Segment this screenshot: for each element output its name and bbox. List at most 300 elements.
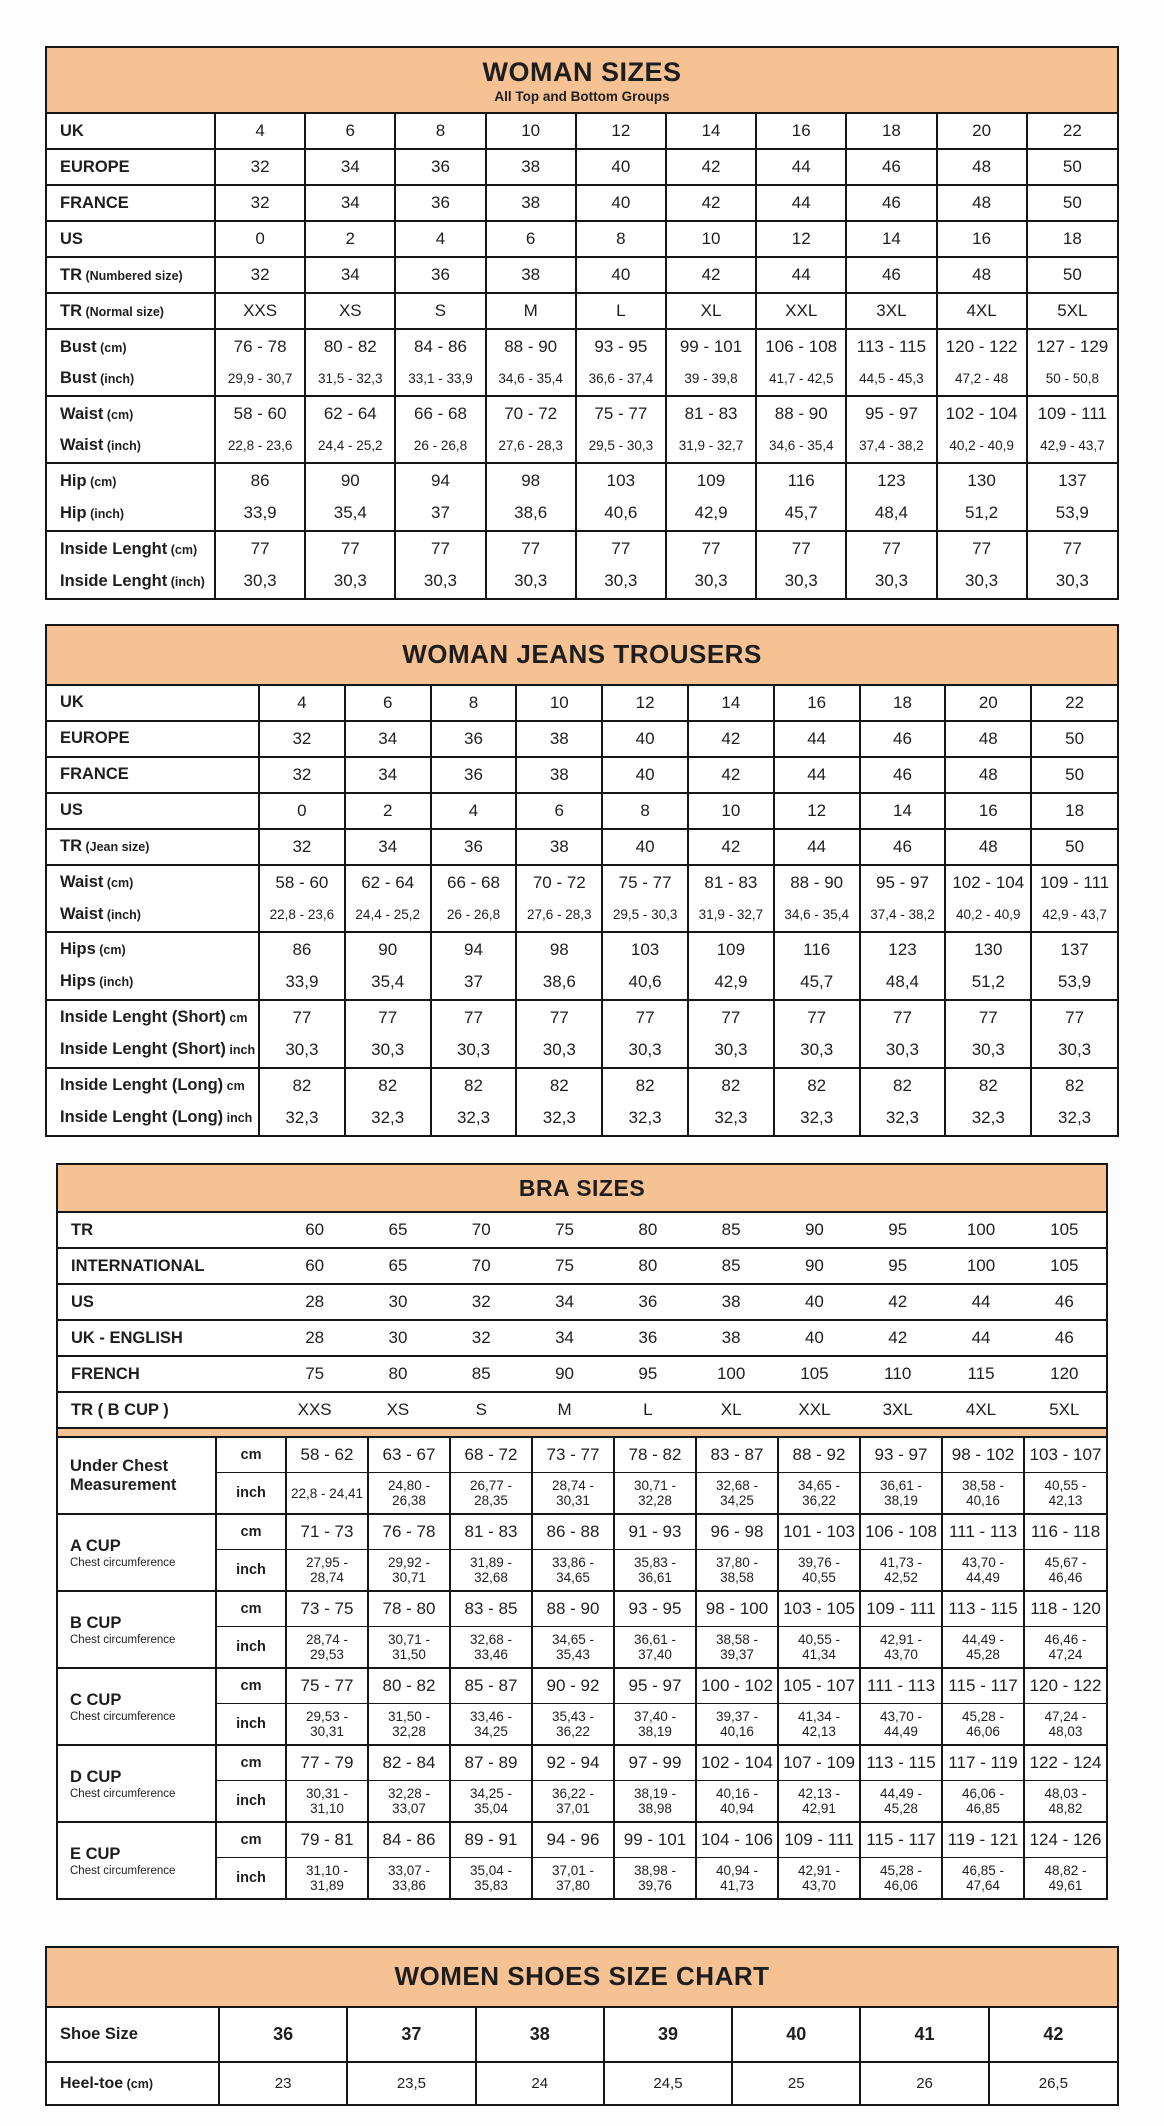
size-cell: S	[395, 293, 485, 329]
cup-name: A CUP	[70, 1536, 121, 1555]
row-label: TR ( B CUP )	[58, 1392, 273, 1427]
size-cell: 31,9 - 32,7	[666, 429, 756, 463]
size-cell: 83 - 85	[450, 1591, 532, 1627]
size-cell: 34,6 - 35,4	[486, 362, 576, 396]
size-cell: 45,7	[774, 965, 860, 1000]
size-cell: 48,82 - 49,61	[1024, 1858, 1106, 1899]
row-label: Bust (cm)	[47, 329, 215, 362]
size-cell: 109 - 111	[1031, 865, 1117, 898]
size-cell: XXL	[756, 293, 846, 329]
size-cell: 42,9 - 43,7	[1031, 898, 1117, 932]
size-cell: 32,68 - 33,46	[450, 1627, 532, 1669]
size-cell: XXL	[773, 1392, 856, 1427]
size-cell: 85	[721, 1220, 741, 1240]
woman-jeans-trousers-rows	[47, 686, 1117, 1135]
size-cell: 31,10 - 31,89	[286, 1858, 368, 1899]
cup-sublabel: Chest circumference	[70, 1787, 176, 1800]
size-cell: 40,16 - 40,94	[696, 1781, 778, 1823]
size-cell: 30	[356, 1284, 439, 1320]
size-cell: 39,37 - 40,16	[696, 1704, 778, 1746]
size-cell: 44	[774, 829, 860, 865]
table-title: WOMEN SHOES SIZE CHART	[394, 1961, 770, 1992]
size-cell: 77 - 79	[286, 1745, 368, 1781]
size-cell: 102 - 104	[945, 865, 1031, 898]
row-label: Hips (inch)	[60, 972, 134, 991]
size-cell: 77	[516, 1000, 602, 1033]
size-cell: XL	[666, 293, 756, 329]
size-cell: 75	[523, 1248, 606, 1284]
size-cell: XXS	[273, 1392, 356, 1427]
size-cell: 95 - 97	[846, 396, 936, 429]
size-cell: 46	[846, 257, 936, 293]
size-cell: 42	[688, 829, 774, 865]
row-label: Shoe Size	[60, 2025, 138, 2044]
cup-label	[58, 1745, 216, 1822]
size-cell: 12	[756, 221, 846, 257]
size-cell: 10	[666, 221, 756, 257]
size-cell: 38,58 - 39,37	[696, 1627, 778, 1669]
size-cell: 100	[966, 1220, 996, 1240]
bra-sizes-rows	[58, 1213, 1106, 1427]
size-cell: 77	[345, 1000, 431, 1033]
size-cell: 34	[345, 721, 431, 757]
size-cell: 83 - 87	[696, 1438, 778, 1473]
unit-label: cm	[216, 1438, 286, 1473]
size-cell: 30,3	[774, 1033, 860, 1068]
unit-label: inch	[216, 1781, 286, 1823]
size-cell: 24,80 - 26,38	[368, 1473, 450, 1515]
size-cell: 95	[606, 1356, 689, 1392]
size-cell: L	[606, 1392, 689, 1427]
size-cell: 12	[602, 686, 688, 721]
size-cell: 110	[856, 1356, 939, 1392]
size-cell: 30,3	[937, 564, 1027, 598]
size-cell: 77	[756, 531, 846, 564]
unit-label: cm	[216, 1745, 286, 1781]
size-cell: 77	[774, 1000, 860, 1033]
row-label: FRANCE	[47, 757, 259, 793]
size-cell: 29,5 - 30,3	[602, 898, 688, 932]
size-cell: 38,6	[486, 496, 576, 531]
size-cell: 99 - 101	[614, 1822, 696, 1858]
size-cell: 77	[937, 531, 1027, 564]
row-label: Inside Lenght (cm)	[47, 531, 215, 564]
size-cell: 37	[347, 2008, 475, 2062]
size-cell: 34	[345, 829, 431, 865]
size-cell: 42,9 - 43,7	[1027, 429, 1117, 463]
cup-sublabel: Chest circumference	[70, 1864, 176, 1877]
size-cell: 94 - 96	[532, 1822, 614, 1858]
size-cell: 26 - 26,8	[431, 898, 517, 932]
size-cell: 31,89 - 32,68	[450, 1550, 532, 1592]
size-cell: 36	[219, 2008, 347, 2062]
size-cell: 111 - 113	[942, 1514, 1024, 1550]
size-cell: 0	[259, 793, 345, 829]
size-cell: 6	[486, 221, 576, 257]
row-label: UK	[60, 693, 84, 712]
size-cell: 48,03 - 48,82	[1024, 1781, 1106, 1823]
size-cell: 120	[1023, 1356, 1106, 1392]
size-cell: 40	[602, 757, 688, 793]
size-cell: 82	[431, 1068, 517, 1101]
woman-sizes-table	[45, 46, 1119, 600]
size-cell: 90	[804, 1220, 824, 1240]
size-cell: 81 - 83	[688, 865, 774, 898]
size-cell: 30,3	[1031, 1033, 1117, 1068]
size-cell: 88 - 90	[756, 396, 846, 429]
size-cell: 93 - 95	[576, 329, 666, 362]
size-cell: 46	[846, 185, 936, 221]
size-cell: 42	[856, 1320, 939, 1356]
size-cell: 46	[860, 757, 946, 793]
size-cell: 82	[259, 1068, 345, 1101]
size-cell: 18	[860, 686, 946, 721]
size-cell: 5XL	[1027, 293, 1117, 329]
size-cell: 37	[431, 965, 517, 1000]
size-cell: 6	[305, 114, 395, 149]
size-cell: 91 - 93	[614, 1514, 696, 1550]
size-cell: 106 - 108	[860, 1514, 942, 1550]
size-cell: 10	[688, 793, 774, 829]
unit-label: inch	[216, 1704, 286, 1746]
size-cell: 97 - 99	[614, 1745, 696, 1781]
size-cell: 32	[259, 757, 345, 793]
size-cell: 30,3	[860, 1033, 946, 1068]
size-cell: 33,1 - 33,9	[395, 362, 485, 396]
size-cell: 118 - 120	[1024, 1591, 1106, 1627]
size-cell: 43,70 - 44,49	[860, 1704, 942, 1746]
cup-label	[58, 1668, 216, 1745]
size-cell: 4	[431, 793, 517, 829]
size-cell: 37	[395, 496, 485, 531]
size-cell: 75 - 77	[576, 396, 666, 429]
size-cell: 78 - 82	[614, 1438, 696, 1473]
table-header	[47, 1948, 1117, 2008]
size-cell: 30,71 - 31,50	[368, 1627, 450, 1669]
size-cell: 62 - 64	[305, 396, 395, 429]
size-cell: 40,94 - 41,73	[696, 1858, 778, 1899]
size-cell: 77	[860, 1000, 946, 1033]
size-cell: 34,6 - 35,4	[774, 898, 860, 932]
size-cell: 50 - 50,8	[1027, 362, 1117, 396]
size-cell: 44,49 - 45,28	[860, 1781, 942, 1823]
size-cell: 30,3	[602, 1033, 688, 1068]
size-cell: 103 - 105	[778, 1591, 860, 1627]
size-cell: 113 - 115	[846, 329, 936, 362]
size-cell: 48,4	[846, 496, 936, 531]
size-cell: 51,2	[945, 965, 1031, 1000]
size-cell: 93 - 97	[860, 1438, 942, 1473]
size-cell: 32	[215, 185, 305, 221]
size-cell: 41,73 - 42,52	[860, 1550, 942, 1592]
size-cell: 3XL	[856, 1392, 939, 1427]
size-cell: 109 - 111	[860, 1591, 942, 1627]
cup-sublabel: Chest circumference	[70, 1710, 176, 1723]
size-cell: 14	[688, 686, 774, 721]
table-title: WOMAN SIZES	[482, 57, 682, 87]
size-cell: 137	[1031, 932, 1117, 965]
size-cell: 29,5 - 30,3	[576, 429, 666, 463]
size-cell: 46,46 - 47,24	[1024, 1627, 1106, 1669]
size-cell: 109 - 111	[1027, 396, 1117, 429]
size-cell: 86 - 88	[532, 1514, 614, 1550]
cup-label	[58, 1822, 216, 1898]
size-cell: 37,01 - 37,80	[532, 1858, 614, 1899]
cup-sublabel: Chest circumference	[70, 1633, 176, 1646]
size-cell: 109	[666, 463, 756, 496]
size-cell: 99 - 101	[666, 329, 756, 362]
size-cell: 82	[688, 1068, 774, 1101]
size-cell: 50	[1027, 149, 1117, 185]
size-cell: 38,98 - 39,76	[614, 1858, 696, 1899]
size-cell: 32	[215, 257, 305, 293]
size-cell: 127 - 129	[1027, 329, 1117, 362]
size-cell: S	[440, 1392, 523, 1427]
size-cell: 41,7 - 42,5	[756, 362, 846, 396]
size-cell: 42,9	[688, 965, 774, 1000]
size-cell: 32,3	[516, 1101, 602, 1135]
size-cell: 18	[1027, 221, 1117, 257]
size-cell: 34	[305, 185, 395, 221]
size-cell: 50	[1031, 829, 1117, 865]
size-cell: 82	[345, 1068, 431, 1101]
size-cell: 30,3	[486, 564, 576, 598]
size-cell: 16	[937, 221, 1027, 257]
unit-label: inch	[216, 1858, 286, 1899]
size-cell: 33,86 - 34,65	[532, 1550, 614, 1592]
size-cell: 39 - 39,8	[666, 362, 756, 396]
size-cell: 80	[356, 1356, 439, 1392]
size-cell: 30,3	[1027, 564, 1117, 598]
size-cell: 104 - 106	[696, 1822, 778, 1858]
size-cell: 46,85 - 47,64	[942, 1858, 1024, 1899]
size-cell: 42	[666, 149, 756, 185]
size-cell: 8	[576, 221, 666, 257]
size-cell: 10	[486, 114, 576, 149]
size-cell: 76 - 78	[215, 329, 305, 362]
size-cell: 40	[576, 149, 666, 185]
size-cell: 30,3	[576, 564, 666, 598]
size-cell: 88 - 90	[532, 1591, 614, 1627]
row-label: Bust (inch)	[60, 369, 135, 388]
size-cell: 77	[666, 531, 756, 564]
size-cell: 111 - 113	[860, 1668, 942, 1704]
size-cell: 22,8 - 23,6	[215, 429, 305, 463]
size-cell: 32,68 - 34,25	[696, 1473, 778, 1515]
size-cell: 137	[1027, 463, 1117, 496]
size-cell: 42	[989, 2008, 1117, 2062]
size-cell: 30,3	[259, 1033, 345, 1068]
size-cell: 77	[576, 531, 666, 564]
size-cell: 27,6 - 28,3	[486, 429, 576, 463]
size-cell: 86	[259, 932, 345, 965]
row-label: Inside Lenght (Long) inch	[60, 1108, 253, 1127]
size-cell: 58 - 60	[215, 396, 305, 429]
cup-name: E CUP	[70, 1844, 121, 1863]
size-cell: 6	[345, 686, 431, 721]
size-cell: 22,8 - 24,41	[286, 1473, 368, 1515]
size-cell: 98 - 100	[696, 1591, 778, 1627]
size-cell: 40	[576, 185, 666, 221]
row-label: UK - ENGLISH	[58, 1320, 273, 1356]
size-cell: 102 - 104	[696, 1745, 778, 1781]
size-cell: 38	[516, 757, 602, 793]
size-cell: 70 - 72	[516, 865, 602, 898]
size-cell: 76 - 78	[368, 1514, 450, 1550]
size-cell: 80 - 82	[368, 1668, 450, 1704]
size-cell: 75 - 77	[286, 1668, 368, 1704]
size-cell: 30,3	[215, 564, 305, 598]
size-cell: 42	[856, 1284, 939, 1320]
size-cell: 2	[345, 793, 431, 829]
size-cell: 16	[756, 114, 846, 149]
size-cell: 40,6	[602, 965, 688, 1000]
size-cell: 88 - 90	[486, 329, 576, 362]
size-cell: 116	[756, 463, 846, 496]
size-cell: 60	[273, 1248, 356, 1284]
size-cell: 79 - 81	[286, 1822, 368, 1858]
size-cell: 68 - 72	[450, 1438, 532, 1473]
size-cell: 123	[860, 932, 946, 965]
size-cell: 32,3	[945, 1101, 1031, 1135]
size-cell: 38	[689, 1284, 772, 1320]
size-cell: 8	[602, 793, 688, 829]
size-cell: 43,70 - 44,49	[942, 1550, 1024, 1592]
size-cell: 34,6 - 35,4	[756, 429, 846, 463]
woman-sizes-rows	[47, 114, 1117, 598]
size-cell: 42	[688, 721, 774, 757]
row-label: FRANCE	[47, 185, 215, 221]
size-cell: 32,3	[431, 1101, 517, 1135]
size-cell: 34	[523, 1284, 606, 1320]
size-cell: 29,9 - 30,7	[215, 362, 305, 396]
size-cell: 42,91 - 43,70	[860, 1627, 942, 1669]
size-cell: 45,28 - 46,06	[942, 1704, 1024, 1746]
row-label: Inside Lenght (Long) cm	[47, 1068, 259, 1101]
women-shoes-size-chart-table	[45, 1946, 1119, 2106]
size-cell: 47,2 - 48	[937, 362, 1027, 396]
size-cell: 88 - 92	[778, 1438, 860, 1473]
size-cell: 45,67 - 46,46	[1024, 1550, 1106, 1592]
size-cell: 77	[688, 1000, 774, 1033]
size-cell: 73 - 75	[286, 1591, 368, 1627]
size-cell: 44	[939, 1320, 1022, 1356]
size-cell: 35,4	[345, 965, 431, 1000]
size-cell: 116	[774, 932, 860, 965]
size-cell: 73 - 77	[532, 1438, 614, 1473]
size-cell: 98	[516, 932, 602, 965]
size-cell: 101 - 103	[778, 1514, 860, 1550]
size-cell: 66 - 68	[431, 865, 517, 898]
size-cell: 40	[576, 257, 666, 293]
size-cell: 16	[774, 686, 860, 721]
size-cell: XS	[305, 293, 395, 329]
size-cell: 32,28 - 33,07	[368, 1781, 450, 1823]
cup-label	[58, 1438, 216, 1514]
size-cell: 90 - 92	[532, 1668, 614, 1704]
size-cell: 4XL	[939, 1392, 1022, 1427]
size-cell: 44	[756, 185, 846, 221]
size-cell: 40,55 - 41,34	[778, 1627, 860, 1669]
size-cell: 44	[939, 1284, 1022, 1320]
size-cell: 39,76 - 40,55	[778, 1550, 860, 1592]
size-cell: 46	[846, 149, 936, 185]
size-cell: 94	[431, 932, 517, 965]
row-label: TR (Normal size)	[47, 293, 215, 329]
size-cell: 38	[516, 829, 602, 865]
size-cell: 81 - 83	[666, 396, 756, 429]
size-cell: 40	[732, 2008, 860, 2062]
size-cell: 34,65 - 36,22	[778, 1473, 860, 1515]
size-cell: 113 - 115	[860, 1745, 942, 1781]
size-cell: 123	[846, 463, 936, 496]
size-cell: 120 - 122	[1024, 1668, 1106, 1704]
size-cell: 81 - 83	[450, 1514, 532, 1550]
size-cell: 34	[345, 757, 431, 793]
size-cell: 37,40 - 38,19	[614, 1704, 696, 1746]
size-cell: 75	[555, 1220, 574, 1240]
size-cell: 38,19 - 38,98	[614, 1781, 696, 1823]
size-cell: 77	[215, 531, 305, 564]
size-cell: 98 - 102	[942, 1438, 1024, 1473]
size-cell: 36	[431, 757, 517, 793]
size-cell: 30,71 - 32,28	[614, 1473, 696, 1515]
table-subtitle: All Top and Bottom Groups	[494, 89, 670, 105]
cup-label	[58, 1514, 216, 1591]
size-cell: 38	[476, 2008, 604, 2062]
size-cell: 27,6 - 28,3	[516, 898, 602, 932]
size-cell: 44	[774, 757, 860, 793]
size-cell: 32	[440, 1320, 523, 1356]
woman-jeans-trousers-table	[45, 624, 1119, 1137]
size-cell: 66 - 68	[395, 396, 485, 429]
size-cell: 35,43 - 36,22	[532, 1704, 614, 1746]
size-cell: 34	[523, 1320, 606, 1356]
size-cell: 30,3	[846, 564, 936, 598]
size-cell: 88 - 90	[774, 865, 860, 898]
size-cell: 44	[756, 257, 846, 293]
size-cell: 36	[395, 185, 485, 221]
size-cell: 28,74 - 30,31	[532, 1473, 614, 1515]
size-cell: 32	[259, 829, 345, 865]
size-cell: 18	[1031, 793, 1117, 829]
size-cell: 31,5 - 32,3	[305, 362, 395, 396]
size-cell: 42	[666, 185, 756, 221]
size-cell: 44	[756, 149, 846, 185]
size-charts-page	[0, 46, 1164, 2106]
size-cell: 102 - 104	[937, 396, 1027, 429]
size-cell: 90	[345, 932, 431, 965]
size-cell: 45,7	[756, 496, 846, 531]
size-cell: 80	[606, 1248, 689, 1284]
row-label: US	[47, 221, 215, 257]
size-cell: 46	[1023, 1320, 1106, 1356]
size-cell: 77	[602, 1000, 688, 1033]
size-cell: 78 - 80	[368, 1591, 450, 1627]
size-cell: 32,3	[602, 1101, 688, 1135]
size-cell: 35,04 - 35,83	[450, 1858, 532, 1899]
size-cell: 115	[939, 1356, 1022, 1392]
size-cell: 36	[606, 1320, 689, 1356]
table-header	[58, 1165, 1106, 1213]
unit-label: cm	[216, 1591, 286, 1627]
size-cell: 24,4 - 25,2	[345, 898, 431, 932]
size-cell: 82	[1031, 1068, 1117, 1101]
size-cell: 106 - 108	[756, 329, 846, 362]
size-cell: 37,80 - 38,58	[696, 1550, 778, 1592]
size-cell: 115 - 117	[860, 1822, 942, 1858]
size-cell: 34,25 - 35,04	[450, 1781, 532, 1823]
